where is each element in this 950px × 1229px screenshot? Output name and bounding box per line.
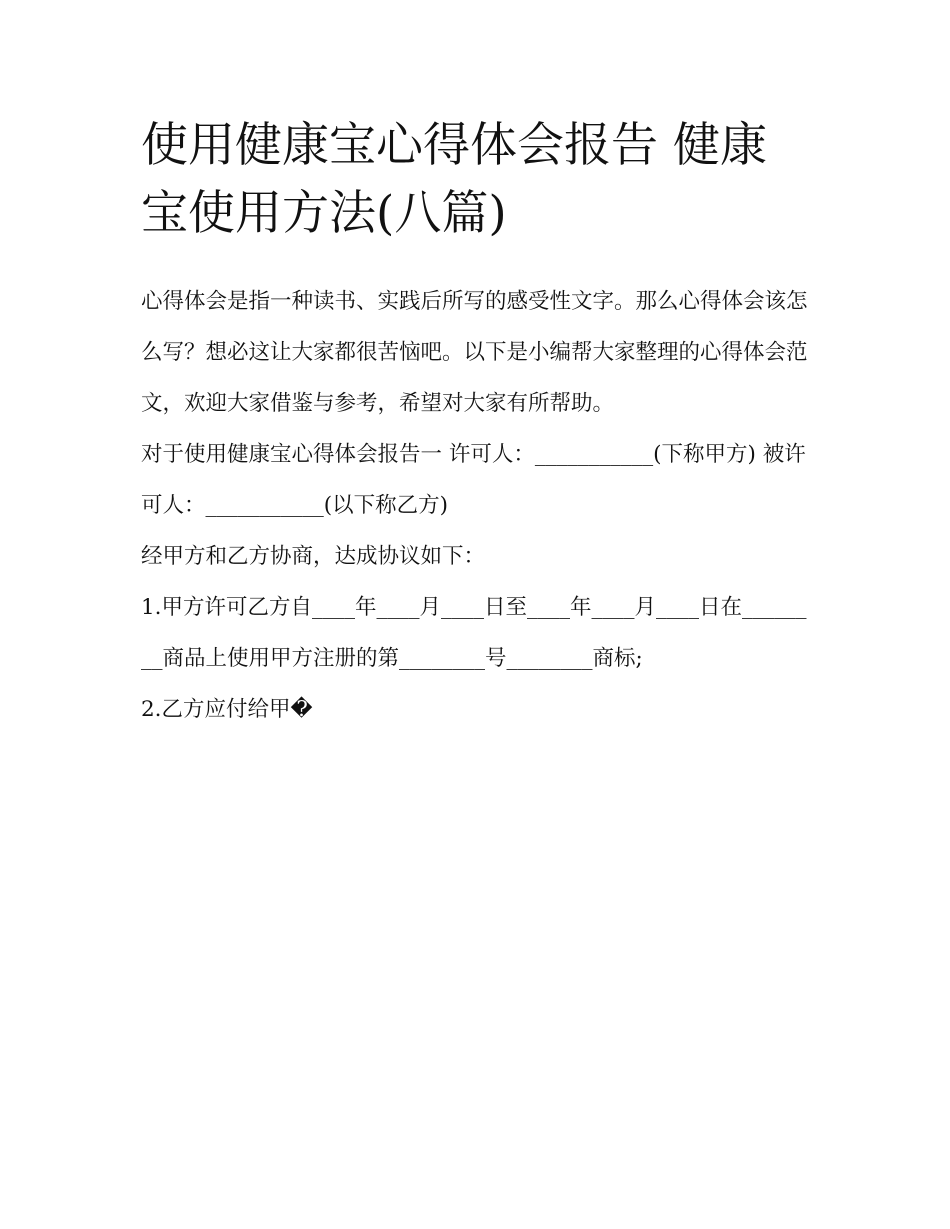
clause-2-paragraph: 2.乙方应付给甲� [141, 697, 313, 722]
document-title: 使用健康宝心得体会报告 健康宝使用方法(八篇) [141, 118, 767, 241]
license-parties-paragraph: 对于使用健康宝心得体会报告一 许可人：___________(下称甲方) 被许可人：___________(以下称乙方) [141, 442, 806, 518]
agreement-intro-paragraph: 经甲方和乙方协商，达成协议如下： [141, 544, 486, 569]
clause-1-paragraph: 1.甲方许可乙方自____年____月____日至____年____月____日在________商品上使用甲方注册的第________号________商标; [141, 595, 807, 671]
document-body [141, 112, 813, 735]
intro-paragraph: 心得体会是指一种读书、实践后所写的感受性文字。那么心得体会该怎么写？想必这让大家都很苦恼吧。以下是小编帮大家整理的心得体会范文，欢迎大家借鉴与参考，希望对大家有所帮助。 [141, 289, 808, 416]
